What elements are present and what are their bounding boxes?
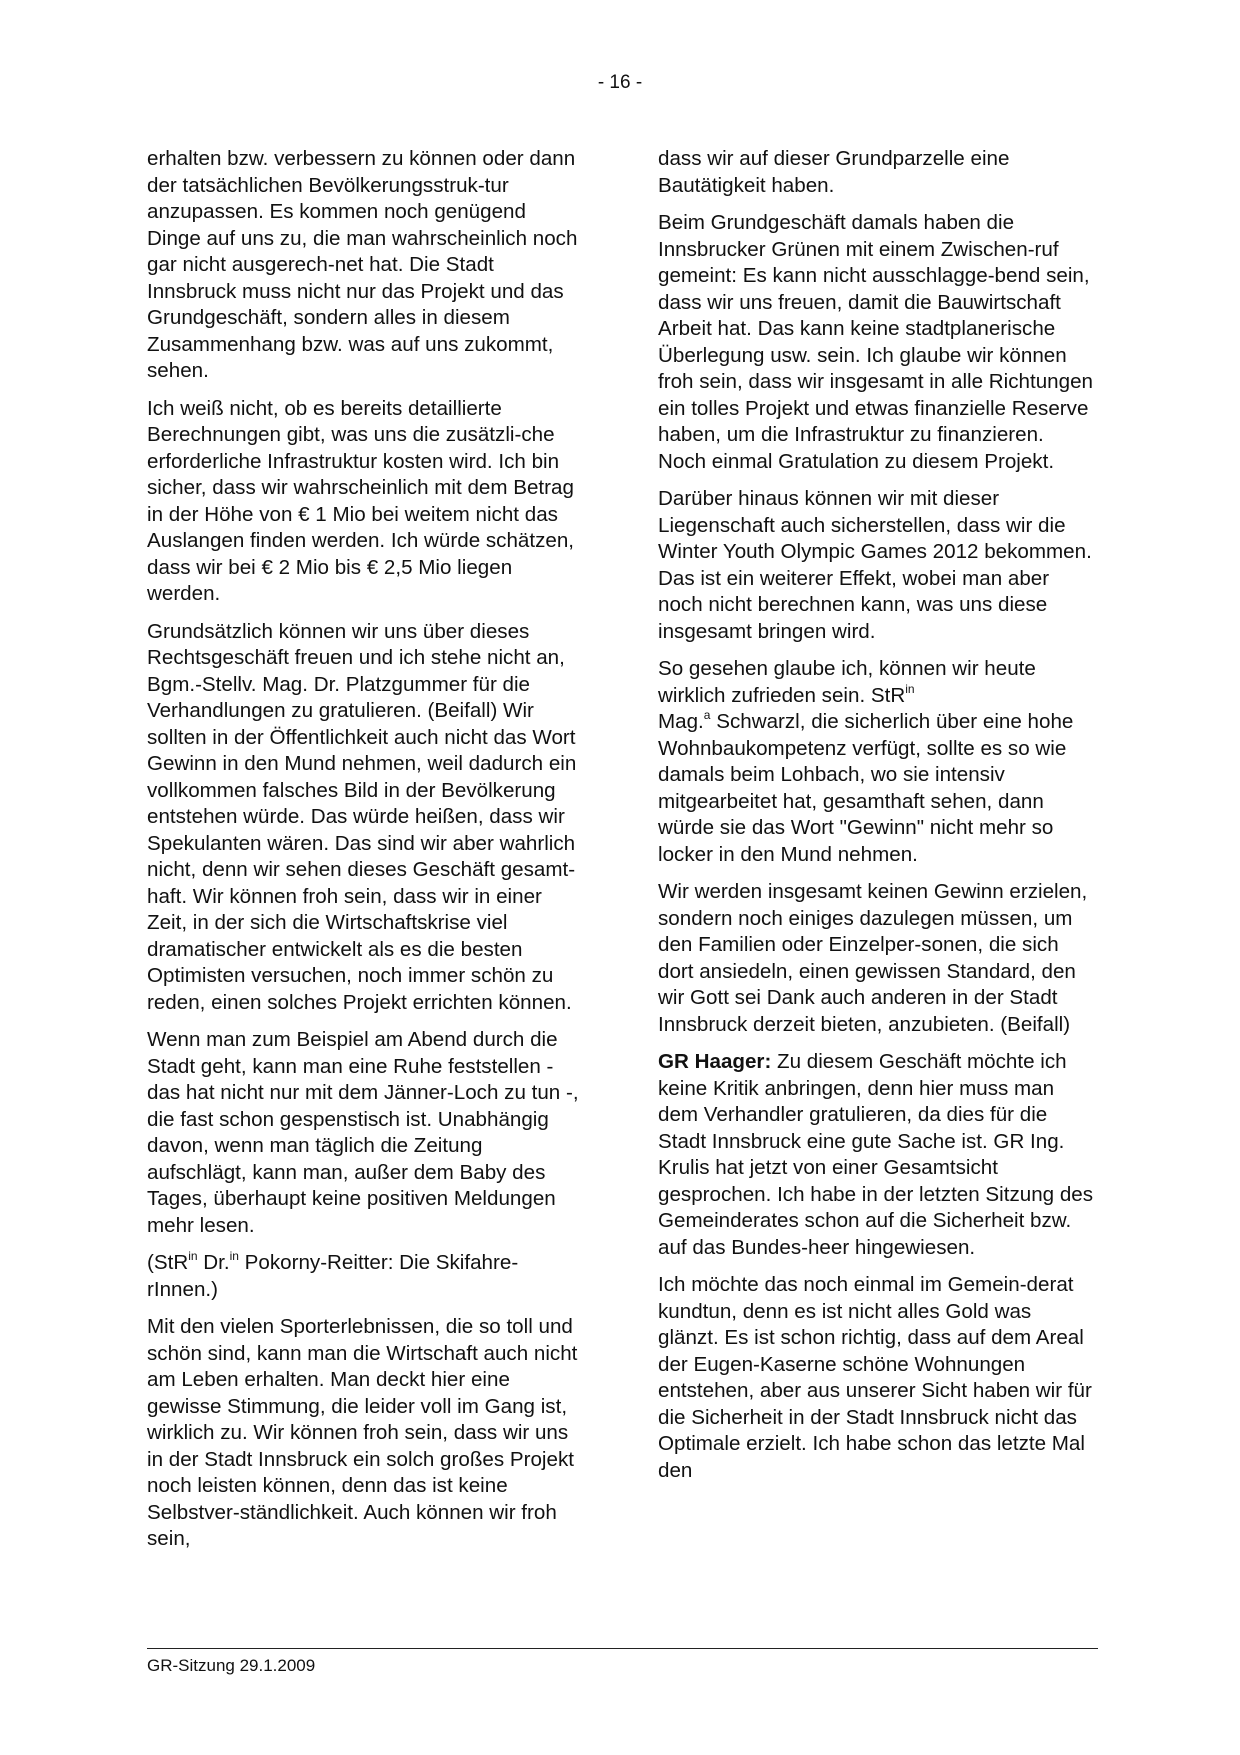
paragraph: Darüber hinaus können wir mit dieser Liegenschaft auch sicherstellen, dass wir die Winter Youth Olympic Games 2012 bekommen. Das ist ein weiterer Effekt, wobei man aber noch nicht berechnen kann, was uns diese insgesamt bringen wird. (658, 487, 1092, 643)
speaker-name: GR Haager: (658, 1050, 772, 1073)
paragraph-schwarzl: So gesehen glaube ich, können wir heute wirklich zufrieden sein. StR$^{in}$ Mag.$^a$ Schwarzl, die sicherlich über eine hohe Wohnbaukompetenz verfügt, sollte es so wie damals beim Lohbach, wo sie intensiv mitgearbeitet hat, gesamthaft sehen, dann würde sie das Wort "Gewinn" nicht mehr so locker in den Mund nehmen. (658, 657, 1074, 866)
paragraph: dass wir auf dieser Grundparzelle eine Bautätigkeit haben. (658, 147, 1010, 197)
paragraph: Ich möchte das noch einmal im Gemein-derat kundtun, denn es ist nicht alles Gold was glänzt. Es ist schon richtig, dass auf dem Areal der Eugen-Kaserne schöne Wohnungen entstehen, aber aus unserer Sicht haben wir für die Sicherheit in der Stadt Innsbruck nicht das Optimale erzielt. Ich habe schon das letzte Mal den (658, 1273, 1092, 1482)
left-column (147, 146, 584, 1564)
paragraph: Mit den vielen Sporterlebnissen, die so toll und schön sind, kann man die Wirtschaft auch nicht am Leben erhalten. Man deckt hier eine gewisse Stimmung, die leider voll im Gang ist, wirklich zu. Wir können froh sein, dass wir uns in der Stadt Innsbruck ein solch großes Projekt noch leisten können, denn das ist keine Selbstver-ständlichkeit. Auch können wir froh sein, (147, 1315, 578, 1550)
interjection: (StR$^{in}$ Dr.$^{in}$ Pokorny-Reitter: Die Skifahre-rInnen.) (147, 1249, 519, 1301)
paragraph: Beim Grundgeschäft damals haben die Innsbrucker Grünen mit einem Zwischen-ruf gemeint: Es kann nicht ausschlagge-bend sein, dass wir uns freuen, damit die Bauwirtschaft Arbeit hat. Das kann keine stadtplanerische Überlegung usw. sein. Ich glaube wir können froh sein, dass wir insgesamt in alle Richtungen ein tolles Projekt und etwas finanzielle Reserve haben, um die Infrastruktur zu finanzieren. Noch einmal Gratulation zu diesem Projekt. (658, 211, 1093, 473)
paragraph: Ich weiß nicht, ob es bereits detaillierte Berechnungen gibt, was uns die zusätzli-che erforderliche Infrastruktur kosten wird. Ich bin sicher, dass wir wahrscheinlich mit dem Betrag in der Höhe von € 1 Mio bei weitem nicht das Auslangen finden werden. Ich würde schätzen, dass wir bei € 2 Mio bis € 2,5 Mio liegen werden. (147, 396, 575, 605)
paragraph: erhalten bzw. verbessern zu können oder dann der tatsächlichen Bevölkerungsstruk-tur anzupassen. Es kommen noch genügend Dinge auf uns zu, die man wahrscheinlich noch gar nicht ausgerech-net hat. Die Stadt Innsbruck muss nicht nur das Projekt und das Grundgeschäft, sondern alles in diesem Zusammenhang bzw. was auf uns zukommt, sehen. (147, 147, 578, 382)
footer-divider (147, 1648, 1098, 1649)
page-number: - 16 - (597, 72, 643, 93)
speaker-paragraph: GR Haager: Zu diesem Geschäft möchte ich keine Kritik anbringen, denn hier muss man dem Verhandler gratulieren, da dies für die Stadt Innsbruck eine gute Sache ist. GR Ing. Krulis hat jetzt von einer Gesamtsicht gesprochen. Ich habe in der letzten Sitzung des Gemeinderates schon auf die Sicherheit bzw. auf das Bundes-heer hingewiesen. (658, 1050, 1094, 1259)
footer-text: GR-Sitzung 29.1.2009 (147, 1656, 316, 1675)
paragraph: Wir werden insgesamt keinen Gewinn erzielen, sondern noch einiges dazulegen müssen, um den Familien oder Einzelper-sonen, die sich dort ansiedeln, einen gewissen Standard, den wir Gott sei Dank auch anderen in der Stadt Innsbruck derzeit bieten, anzubieten. (Beifall) (658, 880, 1088, 1036)
paragraph: Grundsätzlich können wir uns über dieses Rechtsgeschäft freuen und ich stehe nicht an, Bgm.-Stellv. Mag. Dr. Platzgummer für die Verhandlungen zu gratulieren. (Beifall) Wir sollten in der Öffentlichkeit auch nicht das Wort Gewinn in den Mund nehmen, weil dadurch ein vollkommen falsches Bild in der Bevölkerung entstehen würde. Das würde heißen, dass wir Spekulanten wären. Das sind wir aber wahrlich nicht, denn wir sehen dieses Geschäft gesamt-haft. Wir können froh sein, dass wir in einer Zeit, in der sich die Wirtschaftskrise viel dramatischer entwickelt als es die besten Optimisten versuchen, noch immer schön zu reden, einen solches Projekt errichten können. (147, 619, 577, 1014)
right-column (658, 146, 1095, 1495)
paragraph: Wenn man zum Beispiel am Abend durch die Stadt geht, kann man eine Ruhe feststellen - das hat nicht nur mit dem Jänner-Loch zu tun -, die fast schon gespenstisch ist. Unabhängig davon, wenn man täglich die Zeitung aufschlägt, kann man, außer dem Baby des Tages, überhaupt keine positiven Meldungen mehr lesen. (147, 1028, 579, 1237)
